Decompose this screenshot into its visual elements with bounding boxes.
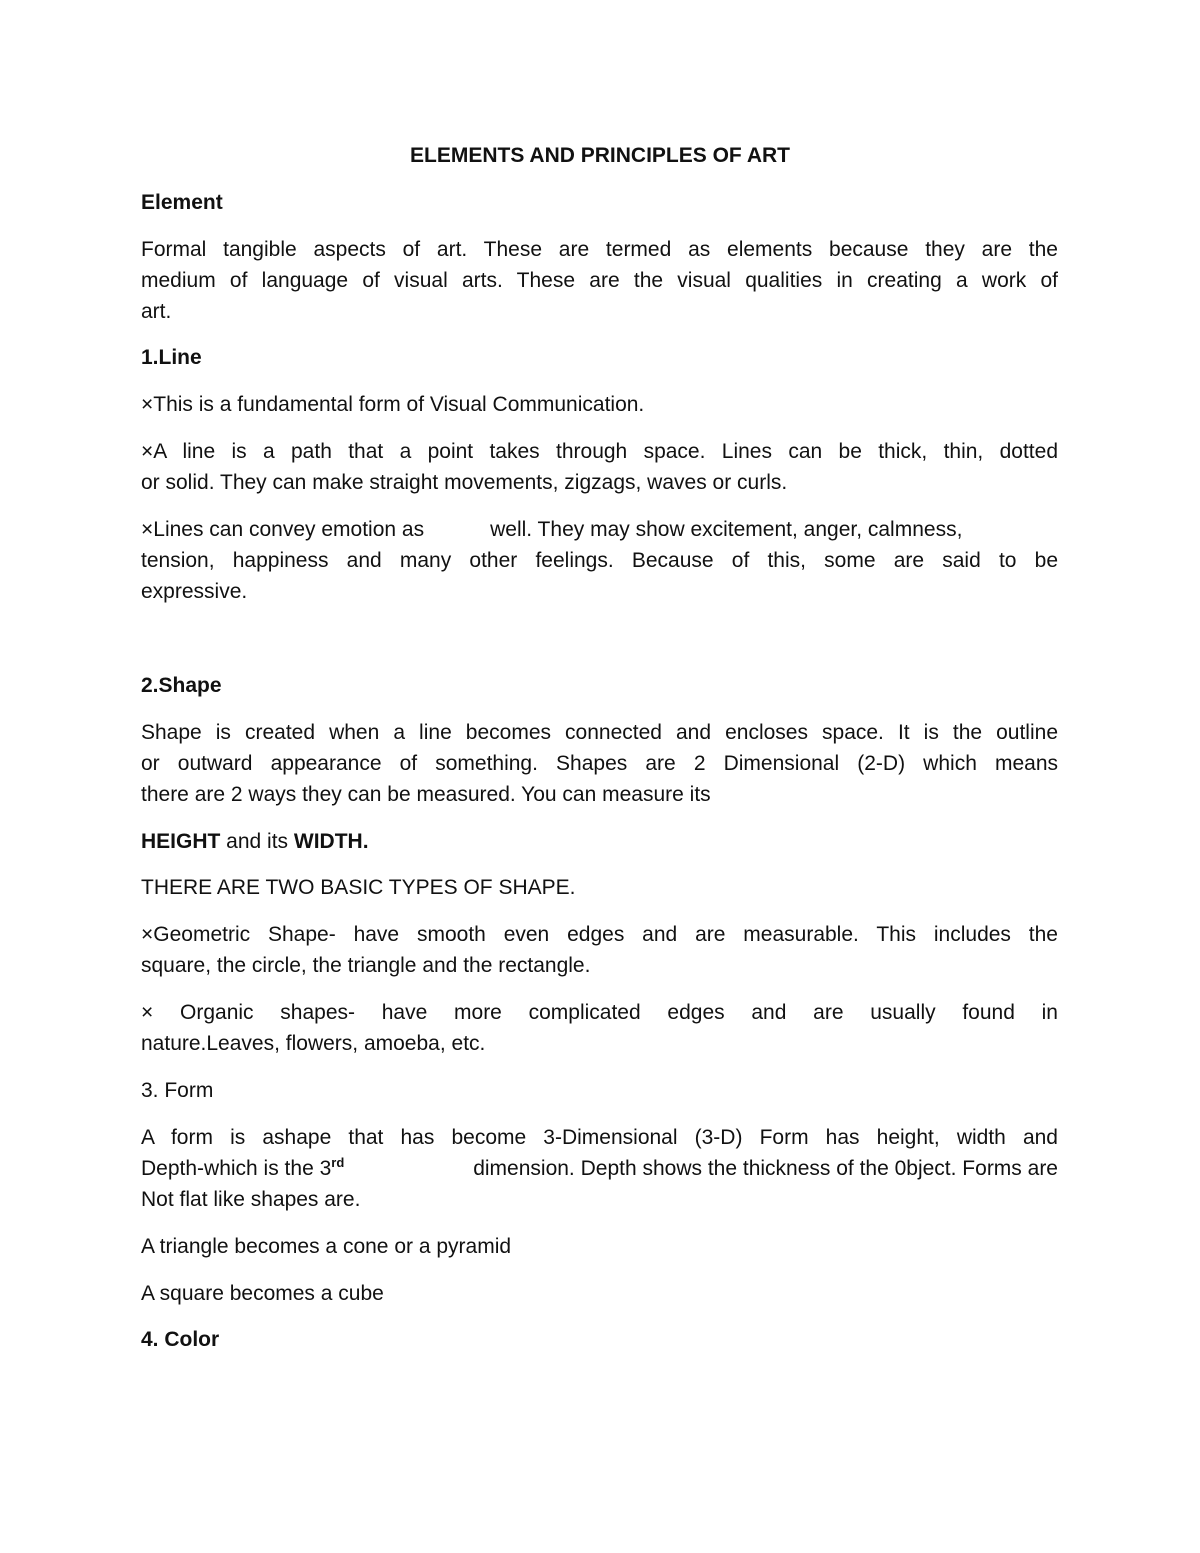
element-paragraph-line: Formal tangible aspects of art. These are termed as elements because they are the [141, 238, 1058, 261]
line-bullet: ×A line is a path that a point takes through space. Lines can be thick, thin, dotted [141, 440, 1058, 463]
height-label: HEIGHT [141, 830, 221, 853]
line-bullet [141, 514, 1058, 545]
height-width-connector: and its [220, 830, 294, 853]
line-bullet: expressive. [141, 580, 248, 603]
geometric-shape-bullet: square, the circle, the triangle and the rectangle. [141, 954, 591, 977]
form-heading: 3. Form [141, 1079, 214, 1102]
shape-paragraph-line: Shape is created when a line becomes connected and encloses space. It is the outline [141, 721, 1058, 744]
shape-paragraph-line: or outward appearance of something. Shapes are 2 Dimensional (2-D) which means [141, 752, 1058, 775]
element-paragraph-line: medium of language of visual arts. These are the visual qualities in creating a work of [141, 269, 1058, 292]
element-paragraph-line: art. [141, 300, 172, 323]
element-heading: Element [141, 191, 223, 214]
form-paragraph-part: dimension. Depth shows the thickness of the 0bject. Forms are [467, 1157, 1058, 1180]
ordinal-superscript: rd [331, 1155, 345, 1170]
geometric-shape-bullet: ×Geometric Shape- have smooth even edges and are measurable. This includes the [141, 923, 1058, 946]
height-width-line [141, 826, 1058, 857]
form-paragraph-line [141, 1153, 1058, 1184]
shape-types-line: THERE ARE TWO BASIC TYPES OF SHAPE. [141, 876, 576, 899]
form-example: A triangle becomes a cone or a pyramid [141, 1235, 512, 1258]
shape-heading: 2.Shape [141, 674, 222, 697]
line-bullet: or solid. They can make straight movements, zigzags, waves or curls. [141, 471, 788, 494]
line-heading: 1.Line [141, 346, 202, 369]
width-label: WIDTH. [293, 830, 369, 853]
line-bullet-part: ×Lines can convey emotion as [141, 518, 425, 541]
line-bullet: tension, happiness and many other feelings. Because of this, some are said to be [141, 549, 1058, 572]
document-title: ELEMENTS AND PRINCIPLES OF ART [410, 144, 790, 167]
organic-shape-bullet: × Organic shapes- have more complicated edges and are usually found in [141, 1001, 1058, 1024]
form-paragraph-line: Not flat like shapes are. [141, 1188, 361, 1211]
line-bullet-part: well. They may show excitement, anger, calmness, [490, 518, 963, 541]
organic-shape-bullet: nature.Leaves, flowers, amoeba, etc. [141, 1032, 486, 1055]
shape-paragraph-line: there are 2 ways they can be measured. You can measure its [141, 783, 711, 806]
color-heading: 4. Color [141, 1328, 220, 1351]
line-bullet: ×This is a fundamental form of Visual Communication. [141, 393, 645, 416]
form-example: A square becomes a cube [141, 1282, 384, 1305]
form-paragraph-part: Depth-which is the 3rd [141, 1155, 345, 1180]
form-paragraph-line: A form is ashape that has become 3-Dimensional (3-D) Form has height, width and [141, 1126, 1058, 1149]
